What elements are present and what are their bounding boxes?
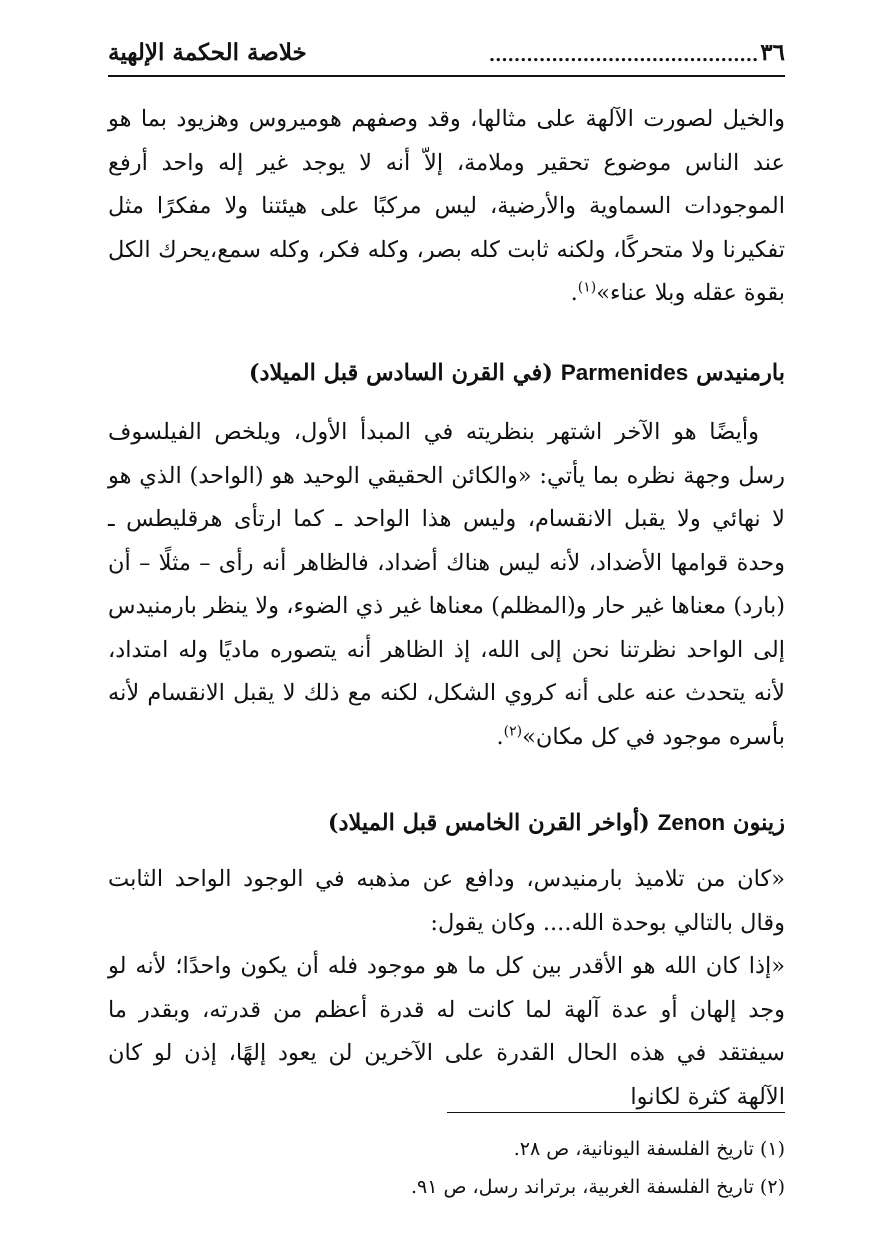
footnote-separator [447,1112,785,1113]
footnote-1: (١) تاريخ الفلسفة اليونانية، ص ٢٨. [513,1138,785,1160]
xenophanes-quote-block [108,98,785,316]
section-heading-zenon: زينون Zenon (أواخر القرن الخامس قبل الميلاد) [327,810,785,836]
parmenides-section-body [108,411,785,759]
header-leader-dots: ........................................... [488,45,759,66]
footnote-ref-2: (٢) [503,723,523,739]
running-header [108,30,785,70]
footnote-ref-1: (١) [577,279,597,296]
body-paragraph: وأيضًا هو الآخر اشتهر بنظريته في المبدأ الأول، ويلخص الفيلسوف رسل وجهة نظره بما يأتي: «والكائن الحقيقي الوحيد هو (الواحد) الذي هو لا نهائي ولا يقبل الانقسام، وليس هذا الواحد ـ كما ارتأى هرقليطس ـ وحدة قوامها الأضداد، لأنه ليس هناك أضداد، فالظاهر أنه رأى – مثلًا – أن (بارد) معناها غير حار و(المظلم) معناها غير ذي الضوء، ولا ينظر بارمنيدس إلى الواحد نظرتنا نحن إلى الله، إذ الظاهر أنه يتصوره ماديًا وله امتداد، لأنه يتحدث عنه على أنه كروي الشكل، لكنه مع ذلك لا يقبل الانقسام لأنه بأسره موجود في كل مكان»$^{(٢)}$. [108,419,785,750]
page-number: ٣٦ [760,39,785,66]
footnotes [108,1130,785,1206]
body-paragraph: «إذا كان الله هو الأقدر بين كل ما هو موجود فله أن يكون واحدًا؛ لأنه لو وجد إلهان أو عدة آلهة لما كانت له قدرة أعظم من قدرته، وبقدر ما سيفتقد في هذه الحال القدرة على الآخرين لن يعود إلهًا، إذن لو كان الآلهة كثرة لكانوا [108,953,785,1110]
footnote-2: (٢) تاريخ الفلسفة الغربية، برتراند رسل، ص ٩١. [410,1176,785,1198]
zenon-section-body [108,858,785,1119]
header-rule [108,75,785,77]
running-title: خلاصة الحكمة الإلهية [108,39,307,66]
body-paragraph: «كان من تلاميذ بارمنيدس، ودافع عن مذهبه في الوجود الواحد الثابت وقال بالتالي بوحدة الله.... وكان يقول: [108,866,785,936]
section-heading-parmenides: بارمنيدس Parmenides (في القرن السادس قبل الميلاد) [248,360,785,386]
body-paragraph: والخيل لصورت الآلهة على مثالها، وقد وصفهم هوميروس وهزيود بما هو عند الناس موضوع تحقير وملامة، إلاّ أنه لا يوجد غير إله واحد أرفع الموجودات السماوية والأرضية، ليس مركبًا على هيئتنا ولا مفكرًا مثل تفكيرنا ولا متحركًا، ولكنه ثابت كله بصر، وكله فكر، وكله سمع،يحرك الكل بقوة عقله وبلا عناء»$^{(١)}$. [108,106,785,306]
